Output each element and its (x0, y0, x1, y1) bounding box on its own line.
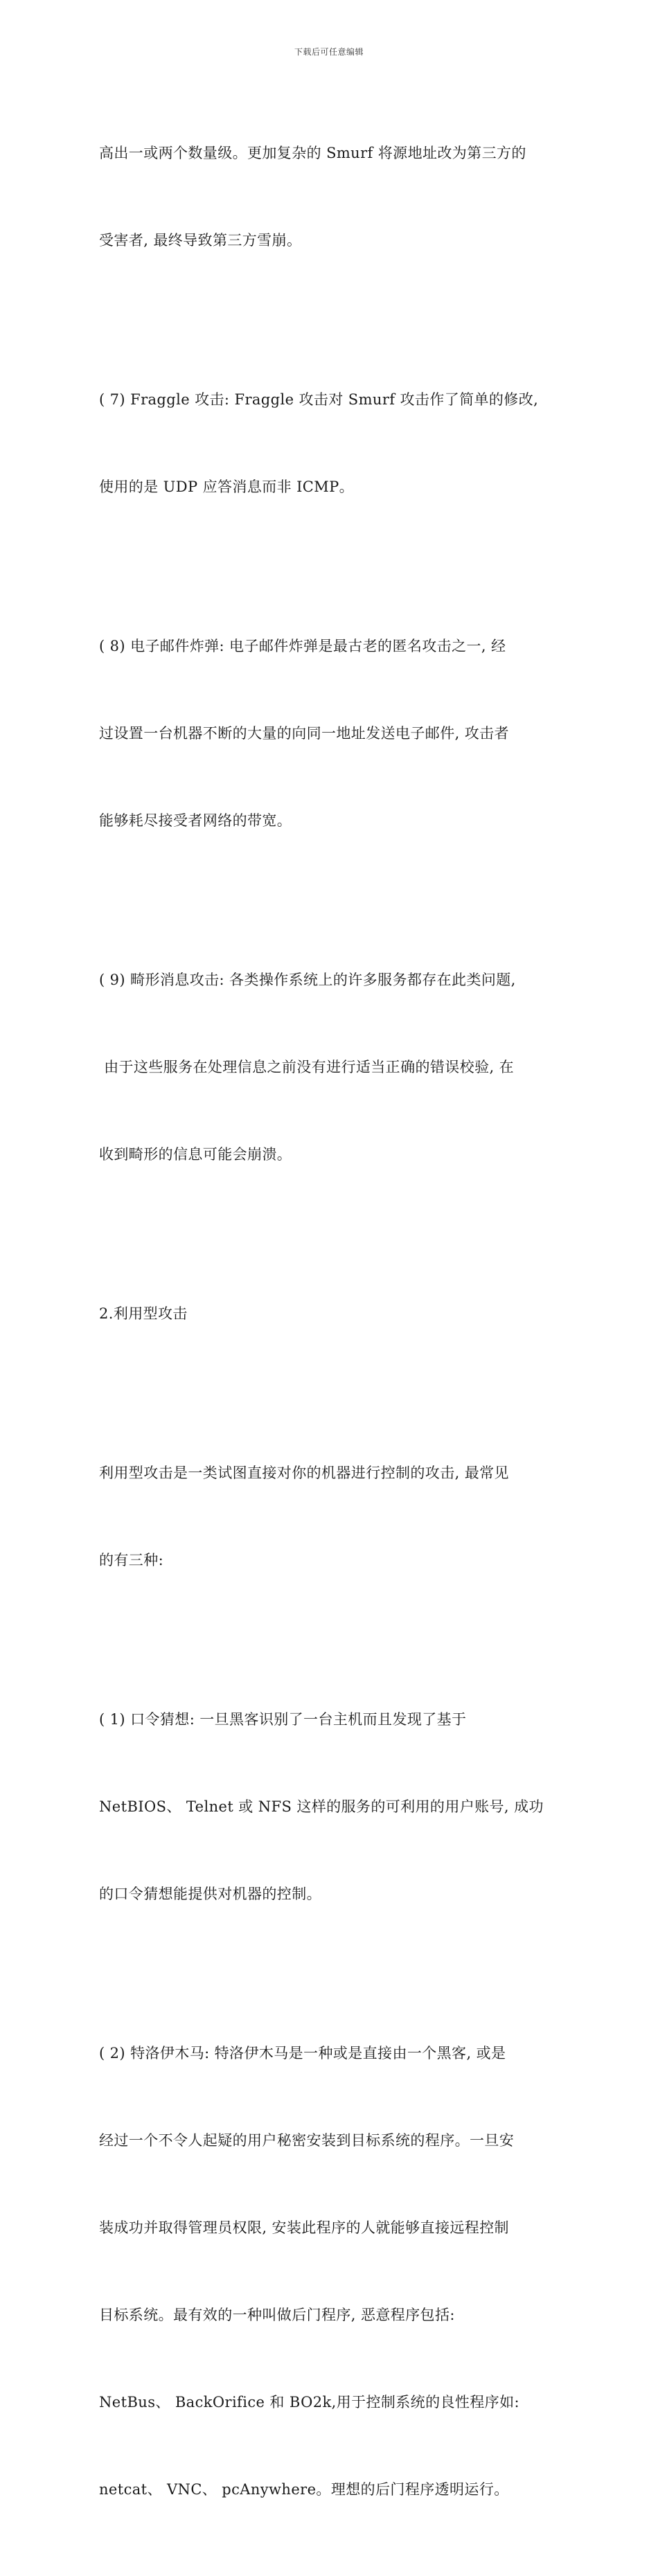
paragraph-password-guessing (99, 1647, 564, 1967)
text-line: 目标系统。最有效的一种叫做后门程序, 恶意程序包括: (99, 2307, 455, 2323)
paragraph-email-bomb (99, 573, 564, 893)
text-line: ( 7) Fraggle 攻击: Fraggle 攻击对 Smurf 攻击作了简单的修改, (99, 391, 539, 408)
paragraph-trojan-horse (99, 1980, 564, 2562)
text-line: 高出一或两个数量级。更加复杂的 Smurf 将源地址改为第三方的 (99, 145, 526, 161)
text-line: netcat、 VNC、 pcAnywhere。理想的后门程序透明运行。 (99, 2481, 509, 2498)
text-line: ( 8) 电子邮件炸弹: 电子邮件炸弹是最古老的匿名攻击之一, 经 (99, 638, 506, 654)
page-header: 下载后可任意编辑 (294, 47, 364, 57)
text-line: 2.利用型攻击 (99, 1305, 188, 1322)
text-line: 受害者, 最终导致第三方雪崩。 (99, 232, 302, 249)
text-line: 收到畸形的信息可能会崩溃。 (99, 1146, 292, 1163)
text-line: 的有三种: (99, 1552, 164, 1568)
text-line: 由于这些服务在处理信息之前没有进行适当正确的错误校验, 在 (99, 1059, 515, 1075)
text-line: NetBIOS、 Telnet 或 NFS 这样的服务的可利用的用户账号, 成功 (99, 1798, 544, 1815)
paragraph-fraggle (99, 327, 564, 560)
text-line: ( 2) 特洛伊木马: 特洛伊木马是一种或是直接由一个黑客, 或是 (99, 2045, 506, 2061)
text-line: NetBus、 BackOrifice 和 BO2k,用于控制系统的良性程序如: (99, 2394, 519, 2410)
text-line: ( 9) 畸形消息攻击: 各类操作系统上的许多服务都存在此类问题, (99, 972, 516, 988)
text-line: 装成功并取得管理员权限, 安装此程序的人就能够直接远程控制 (99, 2219, 509, 2236)
text-line: 经过一个不令人起疑的用户秘密安装到目标系统的程序。一旦安 (99, 2132, 515, 2149)
text-line: 利用型攻击是一类试图直接对你的机器进行控制的攻击, 最常见 (99, 1465, 509, 1481)
document-body (99, 80, 564, 2576)
text-line: 使用的是 UDP 应答消息而非 ICMP。 (99, 478, 355, 495)
paragraph-smurf-continued (99, 80, 564, 313)
text-line: 的口令猜想能提供对机器的控制。 (99, 1886, 321, 1902)
paragraph-exploit-intro (99, 1400, 564, 1633)
text-line: ( 1) 口令猜想: 一旦黑客识别了一台主机而且发现了基于 (99, 1711, 467, 1728)
text-line: 能够耗尽接受者网络的带宽。 (99, 812, 292, 829)
section-heading (99, 1241, 564, 1386)
text-line: 过设置一台机器不断的大量的向同一地址发送电子邮件, 攻击者 (99, 725, 509, 742)
paragraph-malformed-message (99, 907, 564, 1227)
